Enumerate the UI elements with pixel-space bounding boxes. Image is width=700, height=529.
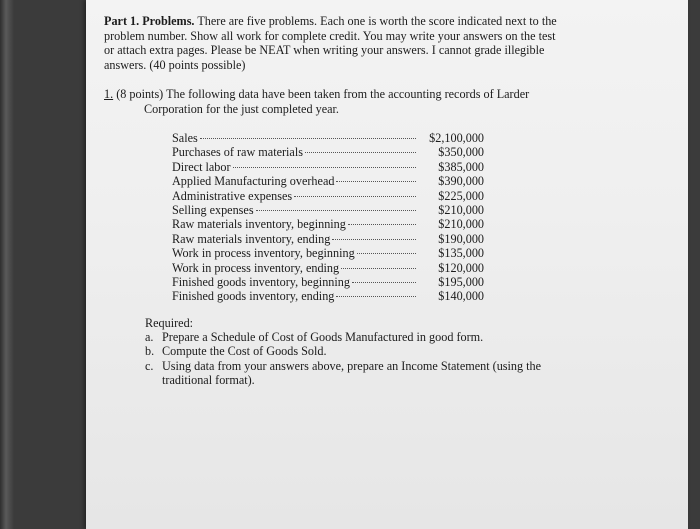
- ledger-label: Finished goods inventory, ending: [172, 289, 335, 304]
- ledger-label: Purchases of raw materials: [172, 145, 303, 160]
- required-item: [145, 359, 555, 387]
- accounting-data-list: [172, 131, 484, 304]
- ledger-row: [172, 289, 484, 303]
- leader-dots: [336, 181, 416, 182]
- problem-1-statement: [104, 87, 564, 116]
- ledger-label: Work in process inventory, beginning: [172, 246, 355, 261]
- ledger-row: [172, 174, 484, 188]
- ledger-row: [172, 145, 484, 159]
- required-item: [145, 330, 555, 344]
- ledger-value: $190,000: [438, 231, 484, 246]
- ledger-row: [172, 261, 484, 275]
- required-item: [145, 344, 555, 358]
- ledger-value: $225,000: [438, 188, 484, 203]
- part-instructions-text: There are five problems. Each one is worth the score indicated next to the problem number. Show all work for complete credit. You may write your answers on the test or attach extra pages. Please be NEAT when writing your answers. I cannot grade illegible answers. (40 points possible): [104, 14, 557, 72]
- part-instructions: [104, 14, 564, 72]
- ledger-row: [172, 246, 484, 260]
- ledger-label: Raw materials inventory, beginning: [172, 217, 346, 232]
- ledger-row: [172, 189, 484, 203]
- ledger-row: [172, 203, 484, 217]
- ledger-value: $135,000: [438, 246, 484, 261]
- ledger-row: [172, 160, 484, 174]
- required-item-marker: c.: [145, 358, 154, 373]
- ledger-value: $385,000: [438, 159, 484, 174]
- problem-line-2: Corporation for the just completed year.: [144, 101, 339, 116]
- leader-dots: [352, 282, 416, 283]
- leader-dots: [357, 253, 416, 254]
- problem-line-1: (8 points) The following data have been taken from the accounting records of Larder: [116, 87, 530, 101]
- ledger-label: Administrative expenses: [172, 188, 293, 203]
- required-item-marker: b.: [145, 344, 155, 359]
- ledger-row: [172, 217, 484, 231]
- ledger-value: $350,000: [438, 145, 484, 160]
- ledger-label: Finished goods inventory, beginning: [172, 274, 350, 289]
- leader-dots: [341, 268, 416, 269]
- ledger-label: Sales: [172, 131, 198, 145]
- required-item-text: Prepare a Schedule of Cost of Goods Manufactured in good form.: [162, 330, 484, 345]
- ledger-row: [172, 232, 484, 246]
- leader-dots: [336, 296, 416, 297]
- ledger-value: $210,000: [438, 217, 484, 232]
- part-heading: Part 1. Problems.: [104, 14, 195, 28]
- leader-dots: [256, 210, 416, 211]
- required-section: [145, 316, 555, 387]
- ledger-value: $390,000: [438, 174, 484, 189]
- leader-dots: [348, 224, 416, 225]
- required-item-text: Compute the Cost of Goods Sold.: [162, 344, 327, 359]
- ledger-row: [172, 275, 484, 289]
- ledger-value: $210,000: [438, 202, 484, 217]
- leader-dots: [294, 196, 416, 197]
- leader-dots: [332, 239, 416, 240]
- required-item-marker: a.: [145, 330, 154, 345]
- ledger-row: [172, 131, 484, 145]
- required-item-text: Using data from your answers above, prepare an Income Statement (using the traditional format).: [162, 358, 542, 387]
- leader-dots: [200, 138, 416, 139]
- ledger-value: $195,000: [438, 274, 484, 289]
- ledger-value: $140,000: [438, 289, 484, 304]
- ledger-value: $2,100,000: [429, 131, 484, 145]
- ledger-label: Applied Manufacturing overhead: [172, 174, 335, 189]
- ledger-label: Direct labor: [172, 159, 231, 174]
- required-title: Required:: [145, 316, 194, 330]
- ledger-label: Selling expenses: [172, 202, 254, 217]
- ledger-label: Raw materials inventory, ending: [172, 231, 331, 246]
- leader-dots: [305, 152, 416, 153]
- problem-number: 1.: [104, 87, 114, 101]
- ledger-label: Work in process inventory, ending: [172, 260, 340, 275]
- ledger-value: $120,000: [438, 260, 484, 275]
- leader-dots: [233, 167, 416, 168]
